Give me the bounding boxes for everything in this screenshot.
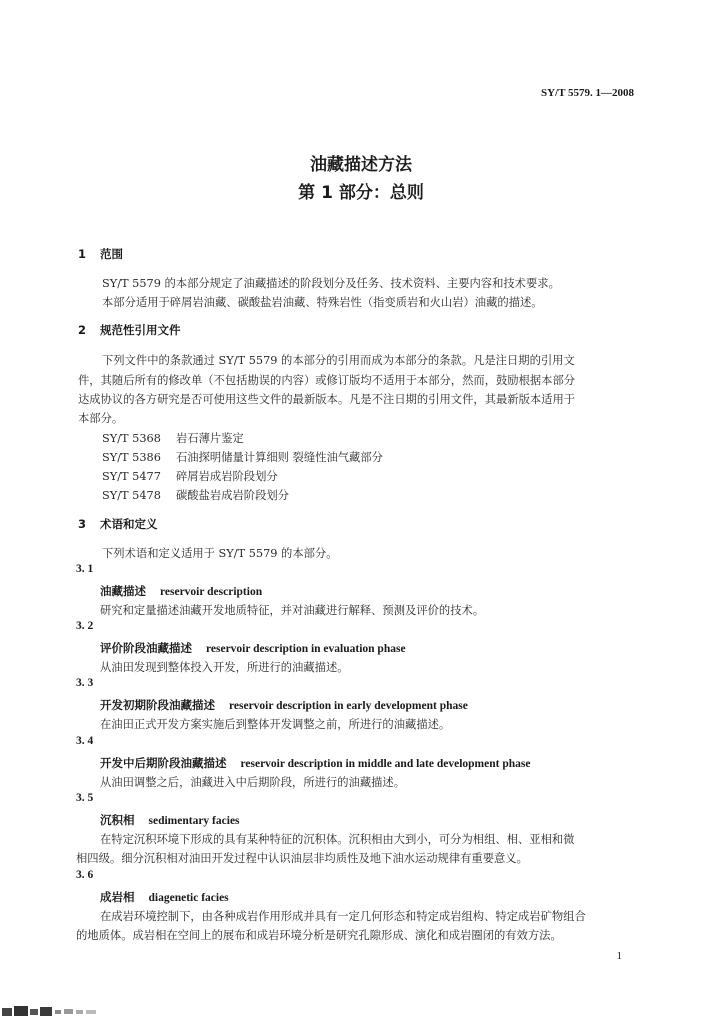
term-cn: 油藏描述 bbox=[100, 584, 146, 598]
document-subtitle: 第 1 部分：总则 bbox=[298, 183, 424, 203]
scan-noise-mark bbox=[0, 1002, 110, 1020]
section-number: 3 bbox=[78, 517, 87, 531]
page-number: 1 bbox=[616, 950, 622, 962]
term-definition: 在特定沉积环境下形成的具有某种特征的沉积体。沉积相由大到小，可分为相组、相、亚相和微 bbox=[100, 833, 575, 846]
reference-item bbox=[102, 430, 244, 446]
section-2-paragraph: 件，其随后所有的修改单（不包括勘误的内容）或修订版均不适用于本部分，然而，鼓励根据本部分 bbox=[78, 374, 576, 387]
term-number: 3. 6 bbox=[76, 869, 94, 881]
section-1-heading bbox=[78, 246, 123, 262]
document-title: 油藏描述方法 bbox=[310, 155, 412, 175]
term-en: reservoir description in early development phase bbox=[229, 700, 468, 712]
term-definition: 的地质体。成岩相在空间上的展布和成岩环境分析是研究孔隙形成、演化和成岩圈闭的有效方法。 bbox=[76, 929, 562, 942]
section-title: 范围 bbox=[100, 247, 124, 261]
term-cn: 评价阶段油藏描述 bbox=[100, 641, 192, 655]
section-number: 1 bbox=[78, 247, 87, 261]
reference-title: 碎屑岩成岩阶段划分 bbox=[176, 470, 278, 483]
term-en: diagenetic facies bbox=[148, 892, 229, 904]
reference-item bbox=[102, 487, 289, 503]
term-en: reservoir description bbox=[160, 586, 263, 598]
term-number: 3. 2 bbox=[76, 620, 94, 632]
term-heading bbox=[100, 755, 530, 771]
reference-code: SY/T 5368 bbox=[102, 432, 161, 445]
standard-number: SY/T 5579. 1—2008 bbox=[540, 87, 634, 99]
section-3-intro: 下列术语和定义适用于 SY/T 5579 的本部分。 bbox=[102, 547, 338, 560]
section-1-paragraph: SY/T 5579 的本部分规定了油藏描述的阶段划分及任务、技术资料、主要内容和技术要求。 bbox=[102, 277, 560, 290]
reference-item bbox=[102, 468, 278, 484]
term-heading bbox=[100, 812, 240, 828]
term-cn: 开发中后期阶段油藏描述 bbox=[100, 756, 227, 770]
section-1-paragraph: 本部分适用于碎屑岩油藏、碳酸盐岩油藏、特殊岩性（指变质岩和火山岩）油藏的描述。 bbox=[102, 296, 543, 309]
term-definition: 从油田发现到整体投入开发，所进行的油藏描述。 bbox=[100, 661, 349, 674]
term-number: 3. 4 bbox=[76, 735, 94, 747]
term-definition: 从油田调整之后，油藏进入中后期阶段，所进行的油藏描述。 bbox=[100, 776, 406, 789]
term-definition: 在油田正式开发方案实施后到整体开发调整之前，所进行的油藏描述。 bbox=[100, 718, 451, 731]
term-en: reservoir description in middle and late development phase bbox=[240, 758, 531, 770]
term-en: sedimentary facies bbox=[148, 815, 240, 827]
term-cn: 开发初期阶段油藏描述 bbox=[100, 698, 215, 712]
section-2-paragraph: 达成协议的各方研究是否可使用这些文件的最新版本。凡是不注日期的引用文件，其最新版本适用于 bbox=[78, 393, 576, 406]
term-number: 3. 1 bbox=[76, 563, 94, 575]
reference-title: 碳酸盐岩成岩阶段划分 bbox=[176, 489, 289, 502]
term-heading bbox=[100, 889, 229, 905]
section-2-paragraph: 下列文件中的条款通过 SY/T 5579 的本部分的引用而成为本部分的条款。凡是注日期的引用文 bbox=[102, 354, 575, 367]
section-2-heading bbox=[78, 322, 181, 338]
term-heading bbox=[100, 640, 406, 656]
term-definition: 相四级。细分沉积相对油田开发过程中认识油层非均质性及地下油水运动规律有重要意义。 bbox=[76, 852, 528, 865]
term-number: 3. 3 bbox=[76, 677, 94, 689]
section-title: 规范性引用文件 bbox=[100, 323, 181, 337]
term-definition: 在成岩环境控制下，由各种成岩作用形成并具有一定几何形态和特定成岩组构、特定成岩矿物组合 bbox=[100, 910, 586, 923]
section-number: 2 bbox=[78, 323, 87, 337]
term-cn: 沉积相 bbox=[100, 813, 135, 827]
section-title: 术语和定义 bbox=[100, 517, 158, 531]
term-en: reservoir description in evaluation phase bbox=[206, 643, 406, 655]
section-3-heading bbox=[78, 516, 158, 532]
reference-code: SY/T 5477 bbox=[102, 470, 161, 483]
reference-title: 岩石薄片鉴定 bbox=[176, 432, 244, 445]
reference-item bbox=[102, 449, 383, 465]
reference-code: SY/T 5478 bbox=[102, 489, 161, 502]
term-heading bbox=[100, 583, 262, 599]
reference-title: 石油探明储量计算细则 裂缝性油气藏部分 bbox=[176, 451, 383, 464]
section-2-paragraph: 本部分。 bbox=[78, 412, 124, 425]
term-number: 3. 5 bbox=[76, 792, 94, 804]
term-cn: 成岩相 bbox=[100, 890, 135, 904]
term-heading bbox=[100, 697, 468, 713]
term-definition: 研究和定量描述油藏开发地质特征，并对油藏进行解释、预测及评价的技术。 bbox=[100, 604, 485, 617]
reference-code: SY/T 5386 bbox=[102, 451, 161, 464]
